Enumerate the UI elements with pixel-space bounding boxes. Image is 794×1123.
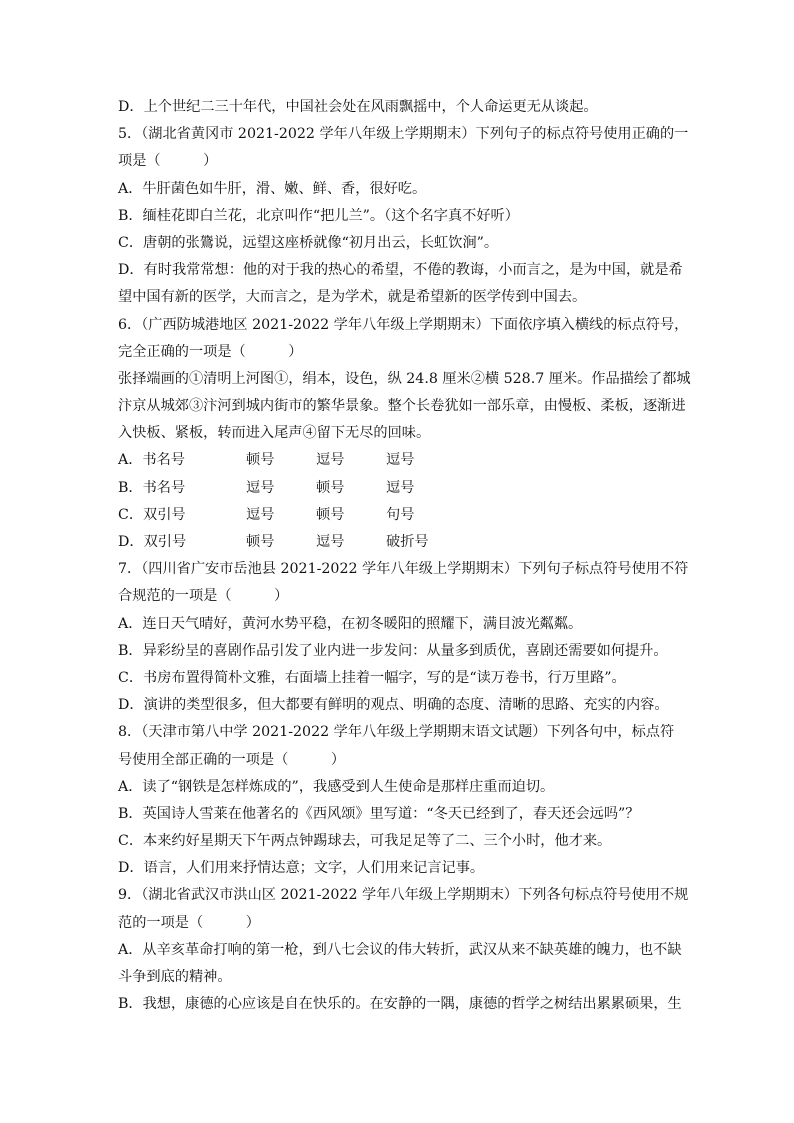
text-line: A．读了“钢铁是怎样炼成的”，我感受到人生使命是那样庄重而迫切。 [118, 778, 555, 795]
option-cell: 破折号 [386, 534, 429, 550]
text-line: D．上个世纪二三十年代，中国社会处在风雨飘摇中，个人命运更无从谈起。 [118, 99, 598, 115]
text-line: 项是（ ） [118, 153, 218, 170]
option-cell: 顿号 [316, 506, 345, 523]
text-line: B．我想，康德的心应该是自在快乐的。在安静的一隅，康德的哲学之树结出累累硕果，生 [118, 996, 682, 1013]
text-line: B．缅桂花即白兰花，北京叫作“把儿兰”。（这个名字真不好听） [118, 207, 519, 224]
text-line: 张择端画的①清明上河图①，绢本，设色，纵 24.8 厘米②横 528.7 厘米。作品描绘了都城 [118, 370, 691, 387]
text-line: 6．（广西防城港地区 2021-2022 学年八年级上学期期末）下面依序填入横线的标点符号， [118, 316, 689, 333]
text-line: A．牛肝菌色如牛肝，滑、嫩、鲜、香，很好吃。 [118, 180, 427, 197]
text-line: 号使用全部正确的一项是（ ） [118, 751, 346, 768]
text-line: 8．（天津市第八中学 2021-2022 学年八年级上学期期末语文试题）下列各句中，标点符 [118, 724, 675, 741]
text-line: D．有时我常常想：他的对于我的热心的希望，不倦的教诲，小而言之，是为中国，就是希 [118, 262, 683, 279]
text-line: D．演讲的类型很多，但大都要有鲜明的观点、明确的态度、清晰的思路、充实的内容。 [118, 697, 669, 714]
option-row [118, 502, 678, 529]
text-line: 入快板、紧板，转而进入尾声④留下无尽的回味。 [118, 425, 431, 442]
text-line: C．书房布置得简朴文雅，右面墙上挂着一幅字，写的是“读万卷书，行万里路”。 [118, 669, 626, 686]
option-cell: 逗号 [316, 452, 345, 469]
text-line: 范的一项是（ ） [118, 914, 260, 931]
text-line: C．本来约好星期天下午两点钟踢球去，可我足足等了二、三个小时，他才来。 [118, 833, 612, 850]
option-cell: 顿号 [246, 534, 275, 550]
text-line: 合规范的一项是（ ） [118, 588, 289, 605]
option-cell: 逗号 [386, 479, 415, 496]
option-row [118, 529, 678, 556]
option-cell: C．双引号 [118, 506, 186, 523]
option-cell: 句号 [386, 506, 415, 523]
text-line: A．从辛亥革命打响的第一枪，到八七会议的伟大转折，武汉从来不缺英雄的魄力，也不缺 [118, 941, 682, 958]
question-text [118, 94, 691, 1018]
option-cell: B．书名号 [118, 479, 186, 496]
text-line: D．语言，人们用来抒情达意；文字，人们用来记言记事。 [118, 860, 485, 877]
option-cell: 逗号 [316, 534, 345, 550]
option-cell: 逗号 [246, 506, 275, 523]
text-line: 7．（四川省广安市岳池县 2021-2022 学年八年级上学期期末）下列句子标点符号使用不符 [118, 561, 689, 578]
text-line: B．英国诗人雪莱在他著名的《西风颂》里写道：“冬天已经到了，春天还会远吗”？ [118, 805, 640, 822]
text-line: 5．（湖北省黄冈市 2021-2022 学年八年级上学期期末）下列句子的标点符号使用正确的一 [118, 126, 689, 143]
text-line: C．唐朝的张鷟说，远望这座桥就像“初月出云，长虹饮涧”。 [118, 234, 499, 251]
option-cell: 顿号 [246, 452, 275, 469]
text-line: A．连日天气晴好，黄河水势平稳，在初冬暖阳的照耀下，满目波光粼粼。 [118, 615, 583, 632]
option-cell: 逗号 [386, 452, 415, 469]
option-row [118, 447, 678, 474]
option-row [118, 475, 678, 502]
text-line: 9．（湖北省武汉市洪山区 2021-2022 学年八年级上学期期末）下列各句标点符号使用不规 [118, 887, 689, 904]
option-cell: D．双引号 [118, 534, 187, 550]
option-cell: 逗号 [246, 479, 275, 496]
text-line: 斗争到底的精神。 [118, 969, 232, 985]
text-line: B．异彩纷呈的喜剧作品引发了业内进一步发问：从量多到质优，喜剧还需要如何提升。 [118, 642, 668, 659]
option-cell: A．书名号 [118, 452, 185, 469]
option-cell: 顿号 [316, 479, 345, 496]
text-line: 望中国有新的医学，大而言之，是为学术，就是希望新的医学传到中国去。 [118, 289, 587, 306]
text-line: 汴京从城郊③汴河到城内街市的繁华景象。整个长卷犹如一部乐章，由慢板、柔板，逐渐进 [118, 398, 686, 415]
text-line: 完全正确的一项是（ ） [118, 343, 303, 360]
